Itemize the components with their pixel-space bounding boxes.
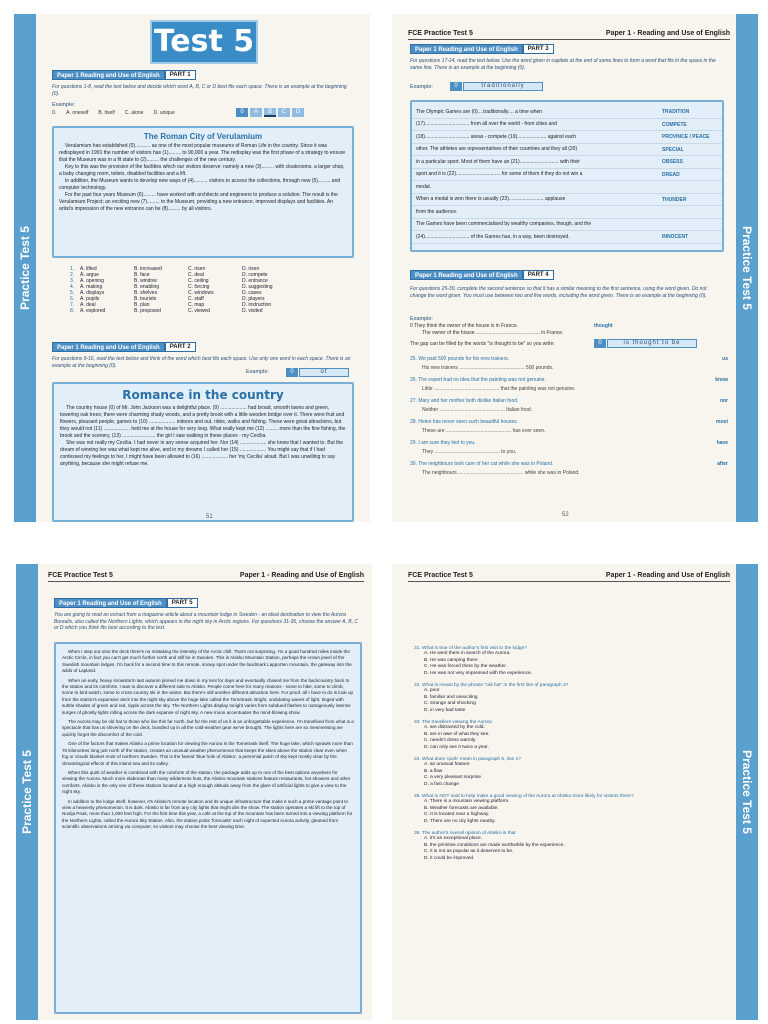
running-header-left: FCE Practice Test 5 (408, 572, 473, 579)
choice: B. familiar and unexciting (424, 694, 478, 700)
part4-header (410, 270, 554, 280)
gap-answer-box: is thought to be (607, 339, 697, 348)
opt-b: B. face (134, 272, 150, 278)
part2-header (52, 342, 196, 352)
text-row (412, 219, 722, 232)
choice: C. it is not as popular as it deserves to be. (424, 849, 514, 854)
opt-a: A. displays (80, 290, 105, 296)
opt-c: C. staff (188, 296, 204, 302)
choice: D. it could be improved. (424, 855, 475, 861)
page-2 (392, 14, 758, 522)
opt-a: A. explored (80, 308, 106, 314)
part-label: PART 3 (523, 44, 554, 54)
question-item (410, 356, 728, 377)
answer-cell: 0 (236, 108, 248, 117)
part5-header (54, 598, 198, 608)
paper-label: Paper 1 Reading and Use of English (410, 270, 523, 280)
opt-c: C. windows (188, 290, 214, 296)
choice: B. are in awe of what they see. (424, 731, 490, 737)
question-text: 30. The neighbours took care of her cat while she was in Poland. (410, 461, 554, 467)
side-tab (14, 14, 36, 522)
running-header-right: Paper 1 - Reading and Use of English (605, 30, 730, 37)
question-item (410, 398, 728, 419)
opt-d: D. cases (242, 290, 262, 296)
choice: B. He was camping there. (424, 657, 479, 663)
q-num: 2. (70, 272, 75, 278)
example-option: C. alone (124, 110, 144, 116)
opt-a: A. making (80, 284, 103, 290)
row-text: medal. (416, 183, 432, 190)
q-num: 4. (70, 284, 75, 290)
opt-b: B. plan (134, 302, 150, 308)
paragraph: The Aurora may be old hat to those who live this far north, but for the rest of us it is an unforgettable experience. I'm transfixed from what is a spectacle that has us shivering on the deck, bundled up in all the cold-weather gear we've brought. The lights here are so mesmerising we quickly forget the discomfort of the cold. (62, 719, 354, 737)
opt-b: B. tourists (134, 296, 157, 302)
choice: B. Weather forecasts are available. (424, 805, 499, 811)
row-word: SPECIAL (658, 144, 722, 156)
paragraph: The country house (0) of Mr. John Jackson was a delightful place. (9) ................... had broad, smooth lawns and green, towering oak trees; there were charming shady woods, and a pretty brook with a little wooden bridge over it. There were fruit and flowers, pleasant people, games to (10) ................... indoors and out, rides, walks and fishing. These were great attractions, but they would not (11) ................... held me at the house for very long. What really kept me (12) ......... more than the fine fishing, the brook and the scenery, (13) ........................ the girl I saw walking in these places - my Cecilia. (60, 405, 346, 439)
part-label: PART 5 (167, 598, 198, 608)
page-3 (16, 564, 372, 1020)
example-label: Example: (246, 369, 269, 375)
row-word (658, 219, 722, 231)
side-label: Practice Test 5 (18, 226, 32, 310)
opt-c: C. forcing (188, 284, 210, 290)
row-text: other. The athletes are representatives of their countries and they all (20) (416, 146, 578, 153)
opt-a: A. lifted (80, 266, 97, 272)
answer-cell: C (278, 108, 290, 117)
example-second-sentence: The owner of the house .............................................. in France. (422, 330, 564, 336)
q-num: 6. (70, 296, 75, 302)
paper-label: Paper 1 Reading and Use of English (52, 70, 165, 80)
answer-cell: D (292, 108, 304, 117)
text-row (412, 194, 722, 207)
choice: A. it's an exceptional place. (424, 836, 482, 841)
choice: B. the primitive conditions are made worthwhile by the experience. (424, 842, 565, 848)
row-text: The Olympic Games are (0)....traditionally.... a time when (416, 108, 543, 115)
running-header-right: Paper 1 - Reading and Use of English (605, 572, 730, 579)
word-formation-box (410, 100, 724, 252)
text-row (412, 131, 722, 144)
opt-a: A. argue (80, 272, 99, 278)
keyword: most (716, 419, 728, 425)
row-word: THUNDER (658, 194, 722, 206)
text-row (412, 119, 722, 132)
paragraph: Key to this was the provision of the facilities which our visitors deserve; namely a new (3)......... with cloakrooms, a larger shop, a baby changing room, toilets, disabled facilities and a lift. (59, 164, 345, 177)
question-text: 35. What is NOT said to help make a good viewing of the Aurora at Abisko more likely for visitors there? (414, 794, 634, 799)
choice: A. He went there in search of the Aurora. (424, 651, 511, 656)
word-formation-rows (412, 106, 722, 244)
mcq-questions (414, 646, 724, 868)
choice: C. needn't dress warmly. (424, 738, 477, 743)
example-num: 0. (52, 110, 57, 116)
keyword: nor (719, 398, 728, 404)
row-word: OBSESS (658, 156, 722, 168)
row-word: TRADITION (658, 106, 722, 118)
text-verulamium (52, 126, 354, 258)
choice: C. He was forced there by the weather. (424, 664, 507, 669)
opt-a: A. pupils (80, 296, 100, 302)
opt-c: C. deal (188, 272, 204, 278)
row-text: When a medal is won there is usually (23)......................... applause (416, 196, 566, 203)
part1-instructions: For questions 1-8, read the text below and decide which word A, B, C or D best fits each space. There is an example at the beginning (0). (52, 84, 347, 97)
row-text: from the audience. (416, 208, 458, 215)
example-keyword: thought (594, 323, 613, 329)
part-label: PART 1 (165, 70, 196, 80)
choice: D. He was not very impressed with the experience. (424, 670, 532, 676)
paper-label: Paper 1 Reading and Use of English (410, 44, 523, 54)
row-text: The Games have been commercialised by wealthy companies, though, and the (416, 221, 592, 228)
opt-a: A. deal (80, 302, 96, 308)
gap-explanation: The gap can be filled by the words "is thought to be" so you write: (410, 341, 555, 347)
question-item (410, 419, 728, 440)
question-text: 29. I am sure they lied to you. (410, 440, 476, 446)
question-text: 28. Helen has never seen such beautiful houses. (410, 419, 519, 425)
question-item (414, 831, 724, 862)
example-question: 0 They think the owner of the house is in France. (410, 323, 519, 329)
opt-d: D. instruction (242, 302, 272, 308)
header-rule (408, 581, 730, 582)
text-romance (52, 382, 354, 522)
question-text: 31. What is true of the author's first visit to the lodge? (414, 646, 527, 651)
question-text: 26. The expert had no idea that the painting was not genuine. (410, 377, 546, 383)
question-item (410, 377, 728, 398)
q-num: 8. (70, 308, 75, 314)
answer-grid (236, 108, 304, 117)
side-tab (736, 564, 758, 1020)
answer-line: They ............................................... to you. (422, 449, 517, 455)
example-option: A. oneself (66, 110, 89, 116)
paper-label: Paper 1 Reading and Use of English (54, 598, 167, 608)
example-line (52, 110, 175, 116)
text-title: The Roman City of Verulamium (143, 132, 263, 141)
test-title: Test 5 (150, 20, 258, 64)
choice: C. a very pleasant surprise (424, 775, 482, 780)
q-num: 5. (70, 290, 75, 296)
choice: A. are distracted by the cold. (424, 725, 485, 730)
question-item (414, 646, 724, 677)
answer-cell-selected: B (264, 108, 276, 117)
paragraph: When this quirk of weather is combined with the comforts of the station, the package adds up to one of the best options anywhere for viewing the Aurora. Much more elaborate than many wilderness huts, the Abisko mountain stations feature restaurants, hot showers and other comforts. Abisko is the only one of these stations located at a high enough altitude away from the glare of artificial lights to give a view to the night sky. (62, 769, 351, 795)
opt-c: C. ceiling (188, 278, 209, 284)
question-item (414, 683, 724, 714)
question-text: 32. What is meant by the phrase "old hat" in the first line of paragraph 3? (414, 683, 569, 688)
question-item (410, 440, 728, 461)
question-item (410, 461, 728, 482)
choice: A. an unusual feature (424, 762, 470, 767)
paper-label: Paper 1 Reading and Use of English (52, 342, 165, 352)
paragraph: Verulamium has established (0)........... as one of the most popular museums of Roman Life in the country. Since it was redisplayed in 1991 the number of visitors has (1)......... to 90,000 a year. The redisplay was the first phase of a strategy to ensure that the Museum was in a fit state to (2)......... the challenges of the new century. (59, 143, 346, 163)
gap-num-box: 0 (594, 339, 606, 348)
opt-b: B. window (134, 278, 157, 284)
part2-instructions: For questions 9-16, read the text below and think of the word which best fits each space. Use only one word in each space. There is an example at the beginning (0). (52, 356, 351, 369)
page-4 (392, 564, 758, 1020)
text-row (412, 206, 722, 219)
question-text: 33. The travellers viewing the Aurora (414, 720, 492, 725)
opt-b: B. increased (134, 266, 162, 272)
paragraph: She was not really my Cecilia. I had never in any sense acquired her. Nor (14) ................... she know that I wanted to. But the dream of winning her was what kept me alive, and in my dreams I called her (15) ................... You might say that if I had confessed my feelings to her, I might have been allowed to (16) ................... her 'my Cecilia' aloud. But I was unwilling to say anything, because she might refuse me. (60, 440, 344, 467)
example-answer-box: traditionally (463, 82, 543, 91)
row-word: INNOCENT (658, 231, 722, 243)
row-text: (18)................................ areas - compete (19)..................... against each (416, 133, 577, 140)
row-text: (17)................................ from all over the world - from cities and (416, 121, 557, 128)
text-row (412, 181, 722, 194)
opt-c: C. map (188, 302, 205, 308)
opt-b: B. shelves (134, 290, 158, 296)
text-title: Romance in the country (122, 388, 284, 402)
text-row (412, 231, 722, 244)
keyword: know (715, 377, 728, 383)
example-label: Example: (410, 316, 433, 322)
answer-line: His new trainers ............................................... 500 pounds. (422, 365, 554, 371)
example-option: D. unique (153, 110, 175, 116)
transformation-questions (410, 356, 728, 482)
keyword: after (717, 461, 728, 467)
opt-b: B. proposed (134, 308, 161, 314)
paragraph: In addition to the lodge itself, however, it's Abisko's remote location and its unique infrastructure that make it such a prime vantage point to view a heavenly phenomenon. It is dark. Abisko is far from any city lights that might dim the show. The station operates a ski lift to the top of Nuolja Peak, more than 1,000 feet high. For the first time this year, a cafe at the top of the mountain has been turned into a viewing platform for the Northern Lights, called the Aurora Sky Station. Also, the station posts 'forecasts' each night of expected Aurora activity, gleaned from scientific observations arriving via computer, so visitors may choose the best viewing time. (62, 798, 353, 830)
choice: D. can only see it twice a year. (424, 744, 489, 750)
example-num-box: 0 (286, 368, 298, 377)
text-row (412, 169, 722, 182)
choice: D. There are no city lights nearby. (424, 818, 496, 824)
q-num: 1. (70, 266, 75, 272)
paragraph: One of the factors that makes Abisko a prime location for viewing the Aurora is the Tornetrask itself. The huge lake, which sprawls more than 70 kilometres long just north of the station, creates an unusual weather phenomenon that keeps the skies above the station clear even when fog or clouds blanket most of northern Sweden. This is the famed 'blue hole of Abisko', a perennial patch of sky kept mostly clear by the climatological effects of this inland sea and its valley. (62, 741, 353, 766)
answer-line: Neither ............................................... Italian food. (422, 407, 533, 413)
choice: A. poor (424, 688, 440, 693)
question-item (414, 757, 724, 788)
keyword: have (716, 440, 728, 446)
part3-instructions: For questions 17-24, read the text below. Use the word given in capitals at the end of some lines to form a word that fits in the space in the same line. There is an example at the beginning (0). (410, 58, 716, 71)
choice: C. It is located near a highway. (424, 812, 490, 817)
row-text: (24)................................ of the Games has, in a way, been destroyed. (416, 233, 570, 240)
part5-instructions: You are going to read an extract from a magazine article about a mountain lodge in Sweden - an ideal destination to view the Aurora Borealis, also called the Northern Lights, which appears in the night sky in Arctic regions. For questions 31-36, choose the answer A, B, C or D which you think fits best according to the text. (54, 612, 358, 631)
question-text: 27. Mary and her mother both dislike Italian food. (410, 398, 519, 404)
question-item (414, 720, 724, 751)
running-header-left: FCE Practice Test 5 (408, 30, 473, 37)
opt-d: D. entrance (242, 278, 268, 284)
header-rule (408, 39, 730, 40)
question-text: 34. What does 'quirk' mean in paragraph 5, line 1? (414, 757, 521, 762)
question-text: 25. We paid 500 pounds for his new trainers. (410, 356, 510, 362)
answer-line: The neighbours ............................................... while she was in Poland. (422, 470, 580, 476)
part-label: PART 4 (523, 270, 554, 280)
row-word (658, 181, 722, 193)
question-item (414, 794, 724, 825)
header-rule (48, 581, 364, 582)
paragraph: In addition, the Museum wants to develop new ways of (4).......... visitors to access the collections, through new (5)......... and computer technology. (59, 178, 341, 191)
choice: A. There is a mountain viewing platform. (424, 799, 510, 804)
choice: B. a flaw (424, 768, 443, 774)
page-number: 51 (206, 514, 213, 520)
row-word: DREAD (658, 169, 722, 181)
choice: D. in very bad taste (424, 707, 466, 713)
page-1 (14, 14, 370, 522)
paragraph: When an early, heavy snowstorm last autumn pinned me down in my tent for days and eventually chased me from the backcountry back to the station and its comforts, I was to discover a different side to Abisko. People come here for many reasons - some to hike, some to climb, some to bird-watch, some to cross-country ski in the winter. But there's still another different attraction here. For proof, all I have to do is look up from the station's expansive deck into the night sky above the huge lake called the Tornetrask. Bright, undulating waves of light, tinged with subtle shades of green and red, ripple across the sky. The Northern Lights display tonight varies from subdued flashes to outrageously intense surges of ghostly lights rolling across the dark expanse of night sky. A new moon accentuates the mind-blowing show. (62, 677, 354, 715)
side-label: Practice Test 5 (740, 226, 754, 310)
choice: C. strange and shocking (424, 701, 476, 706)
opt-d: D. players (242, 296, 265, 302)
part-label: PART 2 (165, 342, 196, 352)
side-label: Practice Test 5 (740, 750, 754, 834)
text-row (412, 106, 722, 119)
paragraph: For the past four years Museum (6)......... have worked with architects and engineers to produce a solution. The result is the Verulamium Project; an exciting new (7)......... to the Museum, providing a new entrance, improved displays and facilities. An artist's impression of the new entrance can be (8)......... by all visitors. (59, 192, 338, 212)
example-label: Example: (410, 84, 433, 90)
paragraph: When I step out onto the deck there's no mistaking the intensity of the Arctic chill. That's not surprising. I'm a good hundred miles inside the Arctic Circle, in fact you can't get much further north and still be in Sweden. This is Abisko Mountain Station, perhaps the crown jewel of the Swedish mountain lodges. I'm back for a second time to this remote, snowy spot under the landmark Lapporten mountain, the gateway into the wilds of Lapland. (62, 649, 352, 674)
opt-d: D. visited (242, 308, 263, 314)
options-table (70, 266, 292, 314)
part4-instructions: For questions 25-30, complete the second sentence so that it has a similar meaning to the first sentence, using the word given. Do not change the word given. You must use between two and five words, including the word given. There is an example at the beginning (0). (410, 286, 707, 299)
row-word (658, 206, 722, 218)
answer-line: Little ............................................... that the painting was not genuine. (422, 386, 576, 392)
side-tab (16, 564, 38, 1020)
running-header-left: FCE Practice Test 5 (48, 572, 113, 579)
option-row (70, 308, 292, 314)
answer-cell: A (250, 108, 262, 117)
text-row (412, 144, 722, 157)
page-number: 52 (562, 512, 569, 518)
part1-header (52, 70, 196, 80)
running-header-right: Paper 1 - Reading and Use of English (239, 572, 364, 579)
side-label: Practice Test 5 (20, 750, 34, 834)
aurora-article (54, 642, 362, 1014)
q-num: 7. (70, 302, 75, 308)
part3-header (410, 44, 554, 54)
opt-b: B. enabling (134, 284, 160, 290)
row-text: in a particular sport. Most of them have an (21)............................ with their (416, 158, 580, 165)
opt-d: D. compete (242, 272, 268, 278)
text-row (412, 156, 722, 169)
opt-c: C. risen (188, 266, 206, 272)
opt-c: C. viewed (188, 308, 210, 314)
choice: D. a fast change (424, 781, 459, 787)
side-tab (736, 14, 758, 522)
example-answer-box: of (299, 368, 349, 377)
opt-d: D. risen (242, 266, 260, 272)
answer-line: These are ............................................... has ever seen. (422, 428, 546, 434)
row-word: COMPETE (658, 119, 722, 131)
keyword: us (722, 356, 728, 362)
question-text: 36. The author's overall opinion of Abisko is that (414, 831, 516, 836)
q-num: 3. (70, 278, 75, 284)
opt-d: D. suggesting (242, 284, 273, 290)
row-word: PROVINCE / PEACE (658, 131, 722, 143)
opt-a: A. opening (80, 278, 104, 284)
example-num-box: 0 (450, 82, 462, 91)
example-label: Example: (52, 102, 75, 108)
example-option: B. itself (98, 110, 115, 116)
row-text: sport and it is (22)................................ for some of them if they do not win a (416, 171, 583, 178)
